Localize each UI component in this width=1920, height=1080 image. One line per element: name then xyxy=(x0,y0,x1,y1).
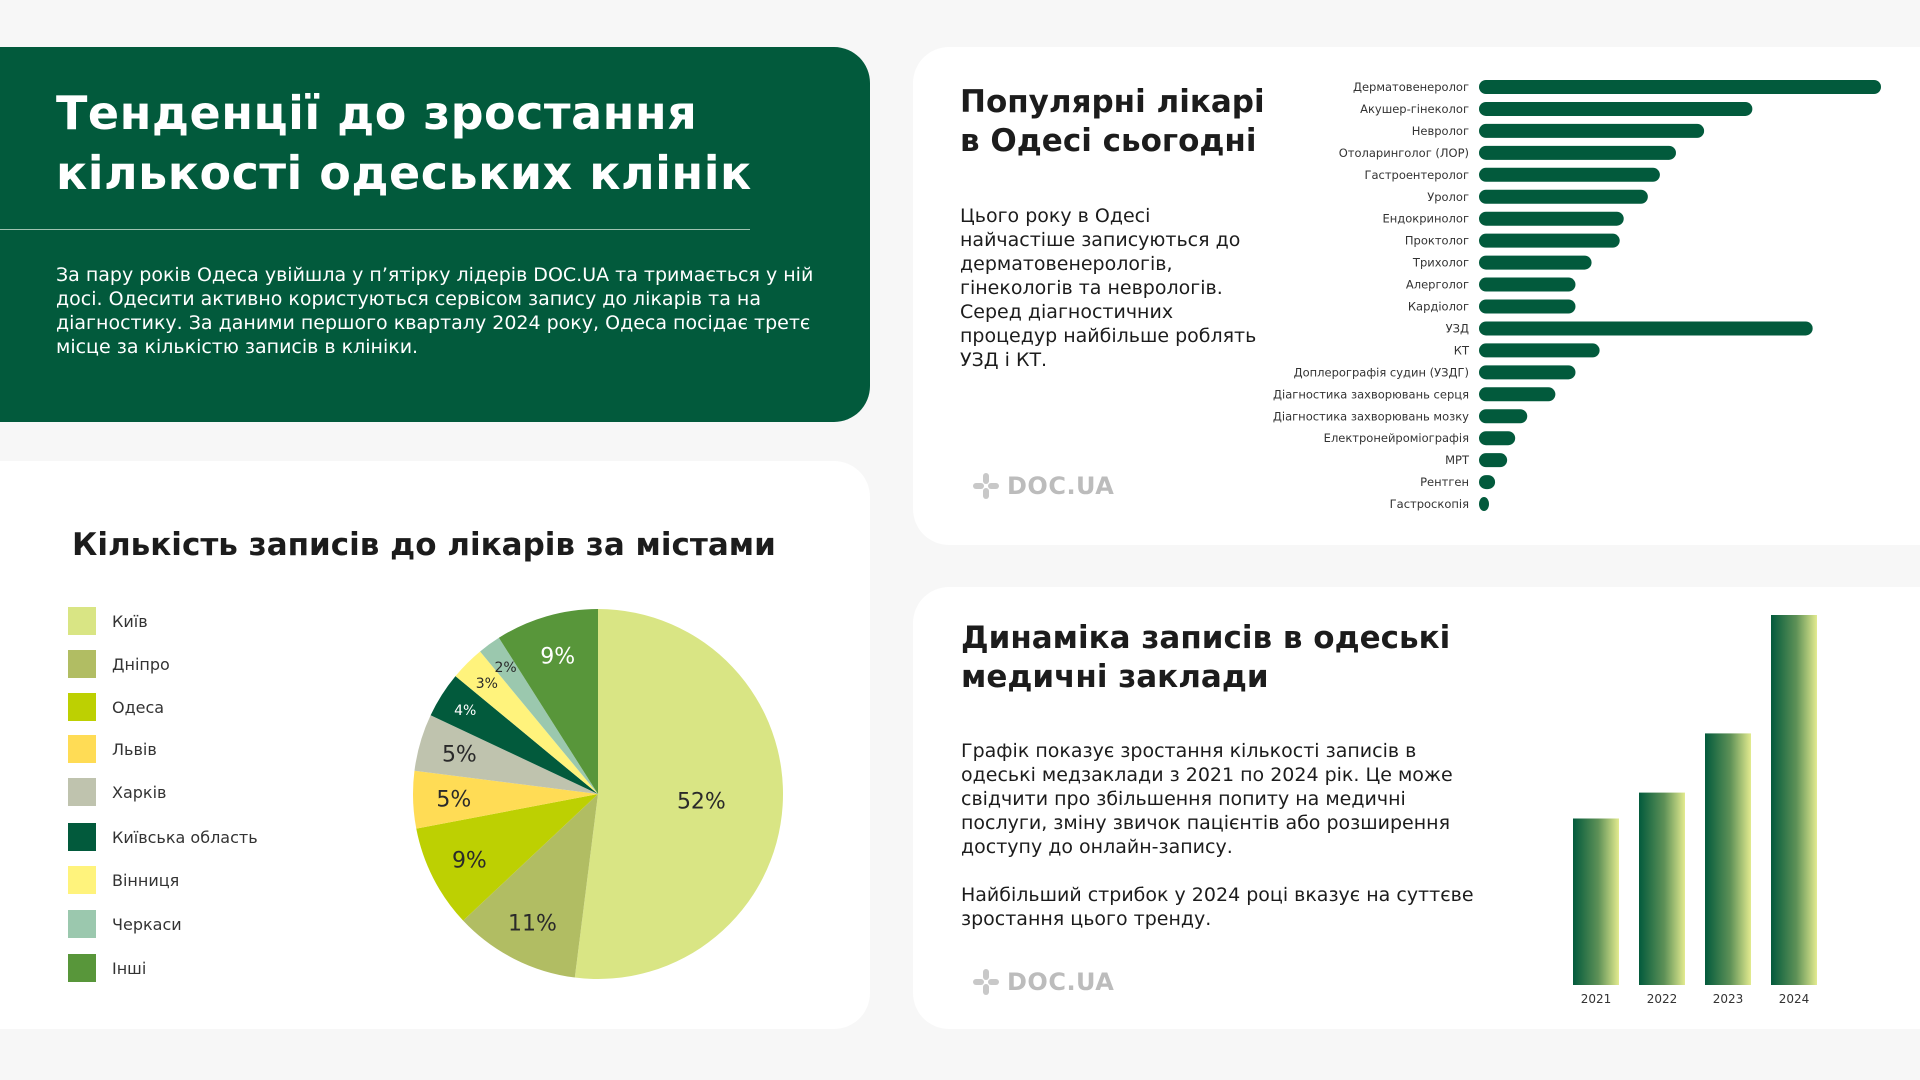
dynamics-year-label: 2023 xyxy=(1712,992,1744,1006)
doctors-bar xyxy=(1479,102,1752,116)
legend-label: Одеса xyxy=(112,697,165,717)
doctors-panel xyxy=(913,47,1920,545)
doctors-bar xyxy=(1479,497,1489,511)
doctors-bar-label: Діагностика захворювань мозку xyxy=(1272,409,1469,424)
hero-panel xyxy=(0,47,870,422)
dynamics-text-1: Графік показує зростання кількості записів в одеські медзаклади з 2021 по 2024 рік. Це може свідчити про збільшення попиту на медичні послуги, зміну звичок пацієнтів або розширення доступу до онлайн-запису. xyxy=(961,740,1453,858)
legend-label: Київ xyxy=(112,611,148,631)
dynamics-title: Динаміка записів в одеські медичні заклади xyxy=(961,620,1451,695)
dynamics-bar-chart xyxy=(913,587,1920,1029)
dynamics-year-label: 2022 xyxy=(1646,992,1678,1006)
cities-panel xyxy=(0,461,870,1029)
pie-value-label: 5% xyxy=(441,742,477,768)
doctors-bar-label: Алерголог xyxy=(1405,277,1469,292)
pie-value-label: 4% xyxy=(454,702,477,719)
doctors-bar-label: Електронейроміографія xyxy=(1323,431,1469,446)
legend-label: Черкаси xyxy=(112,914,182,934)
doctors-bar-label: Невролог xyxy=(1411,123,1469,138)
doctors-bar-label: Уролог xyxy=(1427,189,1469,204)
doctors-bar xyxy=(1479,190,1648,204)
doctors-bar-label: Доплерографія судин (УЗДГ) xyxy=(1293,365,1469,380)
cities-pie-chart xyxy=(0,461,870,1029)
doctors-bar xyxy=(1479,409,1527,423)
doctors-bar xyxy=(1479,321,1813,335)
doctors-bar-label: Кардіолог xyxy=(1407,299,1469,314)
doctors-bar xyxy=(1479,278,1575,292)
docua-logo-text: DOC.UA xyxy=(1007,968,1115,996)
doctors-bar-label: Ендокринолог xyxy=(1382,211,1469,226)
dynamics-bar xyxy=(1771,615,1817,985)
doctors-bar-label: УЗД xyxy=(1445,321,1469,336)
legend-label: Київська область xyxy=(112,827,258,847)
doctors-bar-label: МРТ xyxy=(1445,453,1469,468)
doctors-bar-label: Проктолог xyxy=(1404,233,1469,248)
doctors-bar-label: Гастроскопія xyxy=(1389,497,1469,512)
doctors-bar-label: Діагностика захворювань серця xyxy=(1273,387,1469,402)
doctors-bar-label: Акушер-гінеколог xyxy=(1360,101,1469,116)
dynamics-year-label: 2021 xyxy=(1580,992,1612,1006)
doctors-bar-label: Гастроентеролог xyxy=(1364,167,1469,182)
legend-label: Львів xyxy=(112,739,157,759)
doctors-bar xyxy=(1479,343,1600,357)
legend-label: Дніпро xyxy=(112,654,170,674)
legend-label: Харків xyxy=(112,782,167,802)
dynamics-text-2: Найбільший стрибок у 2024 році вказує на суттєве зростання цього тренду. xyxy=(961,884,1474,930)
legend-label: Інші xyxy=(112,958,147,978)
doctors-bar xyxy=(1479,80,1881,94)
pie-value-label: 2% xyxy=(494,659,517,676)
hero-title-line1: Тенденції до зростання xyxy=(56,86,698,140)
doctors-bar xyxy=(1479,431,1515,445)
doctors-bar xyxy=(1479,300,1575,314)
doctors-bar xyxy=(1479,124,1704,138)
doctors-bar xyxy=(1479,475,1495,489)
doctors-bar-label: КТ xyxy=(1453,343,1469,358)
dynamics-bar xyxy=(1573,819,1619,986)
doctors-bar-label: Отоларинголог (ЛОР) xyxy=(1338,145,1469,160)
dynamics-panel xyxy=(913,587,1920,1029)
legend-label: Вінниця xyxy=(112,870,180,890)
doctors-bar-label: Трихолог xyxy=(1412,255,1469,270)
doctors-bar-label: Рентген xyxy=(1420,475,1469,490)
hero-text: За пару років Одеса увійшла у п’ятірку лідерів DOC.UA та тримається у ній досі. Одесити активно користуються сервісом запису до лікарів та на діагностику. За даними першого кварталу 2024 року, Одеса посідає третє місце за кількістю записів в клініки. xyxy=(56,264,814,358)
doctors-text: Цього року в Одесі найчастіше записуються до дерматовенерологів, гінекологів та неврологів. Серед діагностичних процедур найбільше роблять УЗД і КТ. xyxy=(960,205,1257,371)
dynamics-bar xyxy=(1705,733,1751,985)
pie-value-label: 3% xyxy=(475,675,498,692)
doctors-bar xyxy=(1479,453,1507,467)
doctors-bar xyxy=(1479,234,1620,248)
doctors-bar-chart xyxy=(913,47,1920,545)
pie-value-label: 9% xyxy=(451,848,487,874)
pie-value-label: 52% xyxy=(676,789,726,815)
pie-value-label: 5% xyxy=(436,787,472,813)
doctors-bar xyxy=(1479,146,1676,160)
pie-value-label: 11% xyxy=(508,911,557,937)
doctors-bar xyxy=(1479,256,1592,270)
docua-logo-text: DOC.UA xyxy=(1007,472,1115,500)
doctors-bar xyxy=(1479,387,1555,401)
doctors-bar xyxy=(1479,168,1660,182)
doctors-bar xyxy=(1479,365,1575,379)
pie-value-label: 9% xyxy=(540,644,576,670)
hero-divider xyxy=(0,229,750,230)
hero-title-line2: кількості одеських клінік xyxy=(56,146,752,200)
dynamics-year-label: 2024 xyxy=(1778,992,1810,1006)
doctors-bar-label: Дерматовенеролог xyxy=(1352,80,1469,94)
dynamics-bar xyxy=(1639,793,1685,985)
doctors-title: Популярні лікарі в Одесі сьогодні xyxy=(960,84,1265,159)
cities-title: Кількість записів до лікарів за містами xyxy=(72,527,776,563)
hero-title xyxy=(56,83,752,203)
doctors-bar xyxy=(1479,212,1624,226)
